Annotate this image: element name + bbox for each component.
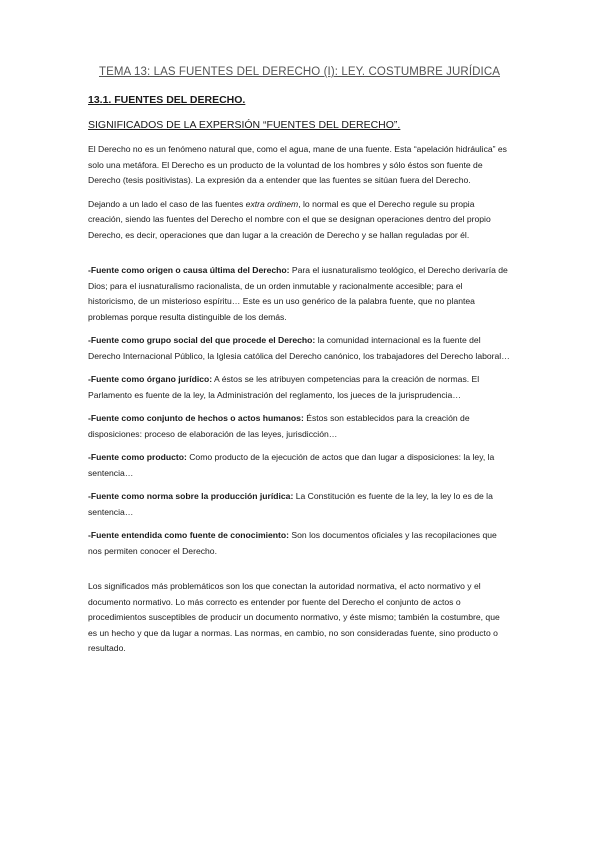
definition-term: -Fuente como conjunto de hechos o actos humanos:: [88, 413, 304, 423]
definition-text: La Constitución es fuente de la ley, la ley lo es de la sentencia…: [88, 491, 493, 517]
definition-text: Son los documentos oficiales y las recopilaciones que nos permiten conocer el Derecho.: [88, 530, 497, 556]
intro-paragraph: El Derecho no es un fenómeno natural que, como el agua, mane de una fuente. Esta “apelación hidráulica” es solo una metáfora. El Derecho es un producto de la voluntad de los hombres y sólo éstos son fuente de Derecho (tesis positivistas). La expresión da a entender que las fuentes se sitúan fuera del Derecho.: [88, 144, 507, 185]
definition-text: Como producto de la ejecución de actos que dan lugar a disposiciones: la ley, la sentencia…: [88, 452, 495, 478]
definition-term: -Fuente como órgano jurídico:: [88, 374, 213, 384]
paragraph-text: Dejando a un lado el caso de las fuentes: [88, 198, 246, 209]
definition-text: la comunidad internacional es la fuente del Derecho Internacional Público, la Iglesia católica del Derecho canónico, los trabajadores del Derecho laboral…: [88, 335, 510, 361]
document-title: TEMA 13: LAS FUENTES DEL DERECHO (I): LEY. COSTUMBRE JURÍDICA: [98, 66, 500, 78]
closing-paragraph: Los significados más problemáticos son los que conectan la autoridad normativa, el acto normativo y el documento normativo. Lo más correcto es entender por fuente del Derecho el conjunto de actos o procedimientos susceptibles de producir un documento normativo, y éste mismo; también la costumbre, que es un hecho y que da lugar a normas. Las normas, en cambio, no son consideradas fuente, sino producto o resultado.: [88, 581, 500, 653]
definition-term: -Fuente entendida como fuente de conocimiento:: [88, 530, 290, 540]
definition-text: A éstos se les atribuyen competencias para la creación de normas. El Parlamento es fuente de la ley, la Administración del reglamento, los jueces de la jurisprudencia…: [88, 374, 480, 400]
definition-term: -Fuente como norma sobre la producción jurídica:: [88, 491, 294, 501]
definition-term: -Fuente como grupo social del que procede el Derecho:: [88, 335, 316, 345]
definition-item: [88, 411, 511, 442]
definition-text: Éstos son establecidos para la creación de disposiciones: proceso de elaboración de las leyes, jurisdicción…: [88, 413, 470, 439]
definition-item: [88, 489, 511, 520]
definition-item: [88, 263, 511, 325]
sub-heading: SIGNIFICADOS DE LA EXPERSIÓN “FUENTES DEL DERECHO”.: [88, 119, 401, 131]
paragraph-text: , lo normal es que el Derecho regule su propia creación, siendo las fuentes del Derecho el nombre con el que se designan operaciones dentro del propio Derecho, es decir, operaciones que dan lugar a la creación de Derecho y se hallan reguladas por él.: [88, 198, 491, 240]
definition-item: [88, 372, 511, 403]
italic-term: extra ordinem: [245, 198, 299, 209]
definition-text: Para el iusnaturalismo teológico, el Derecho derivaría de Dios; para el iusnaturalismo racionalista, de un orden inmutable y racionalmente accesible; para el historicismo, de un misterioso espíritu… Este es un uso genérico de la palabra fuente, que no plantea problemas porque resulta distinguible de los demás.: [88, 265, 508, 322]
section-heading: 13.1. FUENTES DEL DERECHO.: [88, 94, 246, 106]
definition-item: [88, 450, 511, 481]
definition-item: [88, 333, 511, 364]
definition-term: -Fuente como producto:: [88, 452, 187, 462]
definition-item: [88, 528, 511, 559]
definition-term: -Fuente como origen o causa última del Derecho:: [88, 265, 290, 275]
extra-ordinem-paragraph: [88, 197, 511, 244]
